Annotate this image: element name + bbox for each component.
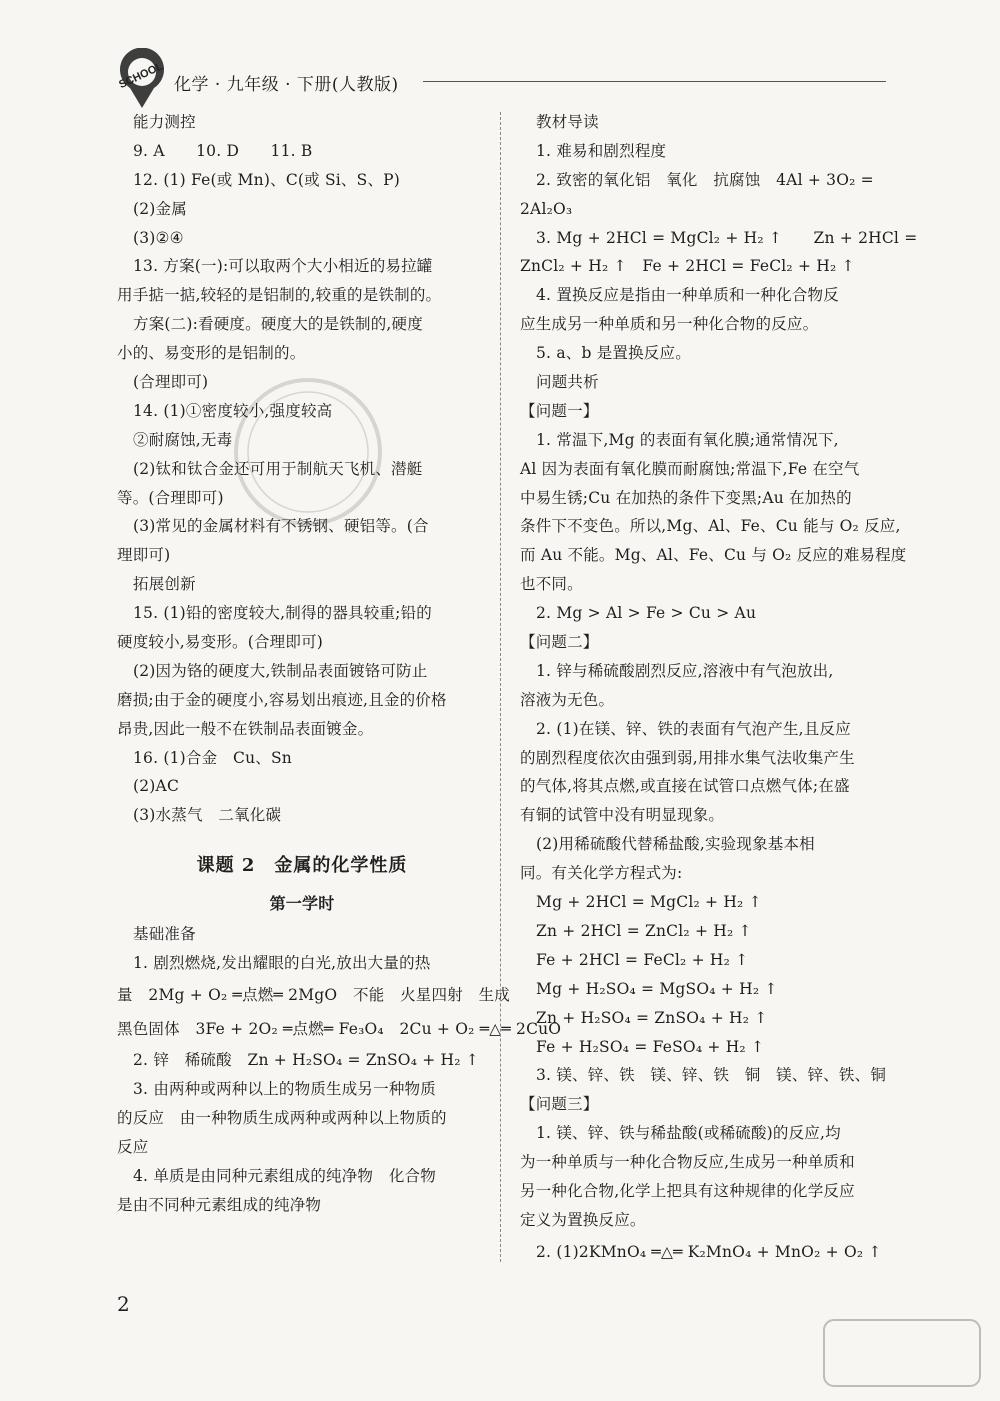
left-text-line: 等。(合理即可)	[117, 488, 224, 507]
right-text-line: 3. 镁、锌、铁 镁、锌、铁 铜 镁、锌、铁、铜	[536, 1066, 887, 1085]
left-text-line: (3)常见的金属材料有不锈钢、硬铝等。(合	[133, 517, 429, 536]
right-text-line: 2Al₂O₃	[520, 199, 573, 218]
left-text-line: 昂贵,因此一般不在铁制品表面镀金。	[117, 719, 374, 738]
left-text-line: 2. 锌 稀硫酸 Zn + H₂SO₄ = ZnSO₄ + H₂ ↑	[133, 1051, 479, 1070]
left-text-line: 硬度较小,易变形。(合理即可)	[117, 633, 324, 652]
right-text-line: 5. a、b 是置换反应。	[536, 344, 691, 363]
right-text-line: Zn + H₂SO₄ = ZnSO₄ + H₂ ↑	[536, 1008, 768, 1027]
right-text-line: 条件下不变色。所以,Mg、Al、Fe、Cu 能与 O₂ 反应,	[520, 517, 901, 536]
stamp-seal-icon	[228, 372, 388, 532]
left-text-line: 拓展创新	[133, 575, 196, 594]
right-text-line: 2. Mg > Al > Fe > Cu > Au	[536, 604, 757, 623]
left-text-line: 13. 方案(一):可以取两个大小相近的易拉罐	[133, 257, 433, 276]
right-text-line: Mg + H₂SO₄ = MgSO₄ + H₂ ↑	[536, 979, 778, 998]
right-text-line: 的剧烈程度依次由强到弱,用排水集气法收集产生	[520, 748, 855, 767]
left-text-line: 小的、易变形的是铝制的。	[117, 344, 306, 363]
right-text-line: 的气体,将其点燃,或直接在试管口点燃气体;在盛	[520, 777, 850, 796]
right-text-line: 定义为置换反应。	[520, 1210, 646, 1229]
left-text-line: 16. (1)合金 Cu、Sn	[133, 748, 292, 767]
left-text-line: 反应	[117, 1137, 149, 1156]
page-number: 2	[117, 1292, 130, 1316]
right-text-line: ZnCl₂ + H₂ ↑ Fe + 2HCl = FeCl₂ + H₂ ↑	[520, 257, 855, 276]
right-text-line: Zn + 2HCl = ZnCl₂ + H₂ ↑	[536, 921, 752, 940]
right-text-line: 【问题二】	[520, 633, 599, 652]
right-text-line: 溶液为无色。	[520, 690, 615, 709]
left-text-line: 4. 单质是由同种元素组成的纯净物 化合物	[133, 1166, 436, 1185]
right-text-line: 应生成另一种单质和另一种化合物的反应。	[520, 315, 819, 334]
right-text-line: Fe + H₂SO₄ = FeSO₄ + H₂ ↑	[536, 1037, 765, 1056]
left-text-line: 课题 2 金属的化学性质	[196, 855, 408, 877]
left-text-line: 15. (1)铅的密度较大,制得的器具较重;铅的	[133, 604, 432, 623]
left-text-line: (3)②④	[133, 228, 184, 247]
left-text-line: 基础准备	[133, 925, 196, 944]
column-divider	[500, 112, 501, 1262]
right-text-line: 而 Au 不能。Mg、Al、Fe、Cu 与 O₂ 反应的难易程度	[520, 546, 907, 565]
right-text-line: 【问题一】	[520, 401, 599, 420]
left-text-line: 黑色固体 3Fe + 2O₂ ═点燃═ Fe₃O₄ 2Cu + O₂ ═△═ 2CuO	[117, 1020, 562, 1039]
right-text-line: 2. 致密的氧化铝 氧化 抗腐蚀 4Al + 3O₂ =	[536, 170, 874, 189]
right-text-line: 另一种化合物,化学上把具有这种规律的化学反应	[520, 1181, 855, 1200]
right-text-line: (2)用稀硫酸代替稀盐酸,实验现象基本相	[536, 835, 815, 854]
left-text-line: 是由不同种元素组成的纯净物	[117, 1195, 322, 1214]
left-text-line: 方案(二):看硬度。硬度大的是铁制的,硬度	[133, 315, 423, 334]
left-text-line: (2)AC	[133, 777, 180, 796]
left-text-line: 理即可)	[117, 546, 171, 565]
left-text-line: 磨损;由于金的硬度小,容易划出痕迹,且金的价格	[117, 690, 447, 709]
right-text-line: 1. 难易和剧烈程度	[536, 141, 667, 160]
right-text-line: Fe + 2HCl = FeCl₂ + H₂ ↑	[536, 950, 749, 969]
header-title: 化学 · 九年级 · 下册(人教版)	[174, 75, 399, 95]
left-text-line: (2)钛和钛合金还可用于制航天飞机、潜艇	[133, 459, 423, 478]
left-text-line: (合理即可)	[133, 373, 209, 392]
header-rule	[423, 81, 886, 82]
right-text-line: 3. Mg + 2HCl = MgCl₂ + H₂ ↑ Zn + 2HCl =	[536, 228, 918, 247]
right-text-line: 【问题三】	[520, 1095, 599, 1114]
left-text-line: 1. 剧烈燃烧,发出耀眼的白光,放出大量的热	[133, 954, 431, 973]
left-text-line: 能力测控	[133, 113, 196, 131]
right-text-line: Mg + 2HCl = MgCl₂ + H₂ ↑	[536, 893, 762, 912]
right-text-line: 有铜的试管中没有明显现象。	[520, 806, 725, 825]
left-text-line: (2)因为铬的硬度大,铁制品表面镀铬可防止	[133, 661, 428, 680]
watermark-logo-icon	[822, 1318, 982, 1388]
left-text-line: 12. (1) Fe(或 Mn)、C(或 Si、S、P)	[133, 170, 401, 189]
left-text-line: 第一学时	[269, 894, 335, 914]
school-logo-icon	[108, 48, 176, 110]
right-text-line: 1. 常温下,Mg 的表面有氧化膜;通常情况下,	[536, 430, 839, 449]
right-text-line: 教材导读	[536, 113, 599, 131]
logo-text: SCHOOL	[117, 60, 165, 92]
right-text-line: Al 因为表面有氧化膜而耐腐蚀;常温下,Fe 在空气	[520, 459, 860, 478]
right-text-line: 为一种单质与一种化合物反应,生成另一种单质和	[520, 1153, 855, 1172]
left-text-line: 用手掂一掂,较轻的是铝制的,较重的是铁制的。	[117, 286, 442, 305]
right-text-line: 2. (1)2KMnO₄ ═△═ K₂MnO₄ + MnO₂ + O₂ ↑	[536, 1242, 882, 1261]
left-text-line: 3. 由两种或两种以上的物质生成另一种物质	[133, 1079, 436, 1098]
page-header	[108, 48, 888, 108]
right-text-line: 同。有关化学方程式为:	[520, 864, 683, 883]
right-text-line: 1. 锌与稀硫酸剧烈反应,溶液中有气泡放出,	[536, 661, 834, 680]
left-text-line: 量 2Mg + O₂ ═点燃═ 2MgO 不能 火星四射 生成	[117, 986, 510, 1005]
right-text-line: 中易生锈;Cu 在加热的条件下变黑;Au 在加热的	[520, 488, 852, 507]
left-text-line: 14. (1)①密度较小,强度较高	[133, 401, 333, 420]
right-text-line: 也不同。	[520, 575, 583, 594]
left-text-line: ②耐腐蚀,无毒	[133, 430, 233, 449]
left-text-line: (2)金属	[133, 199, 187, 218]
left-text-line: 的反应 由一种物质生成两种或两种以上物质的	[117, 1108, 447, 1127]
right-text-line: 1. 镁、锌、铁与稀盐酸(或稀硫酸)的反应,均	[536, 1124, 841, 1143]
right-text-line: 问题共析	[536, 373, 599, 392]
right-column	[520, 108, 918, 1269]
right-text-line: 2. (1)在镁、锌、铁的表面有气泡产生,且反应	[536, 719, 851, 738]
left-text-line: (3)水蒸气 二氧化碳	[133, 806, 282, 825]
left-text-line: 9. A 10. D 11. B	[133, 141, 313, 160]
right-text-line: 4. 置换反应是指由一种单质和一种化合物反	[536, 286, 839, 305]
